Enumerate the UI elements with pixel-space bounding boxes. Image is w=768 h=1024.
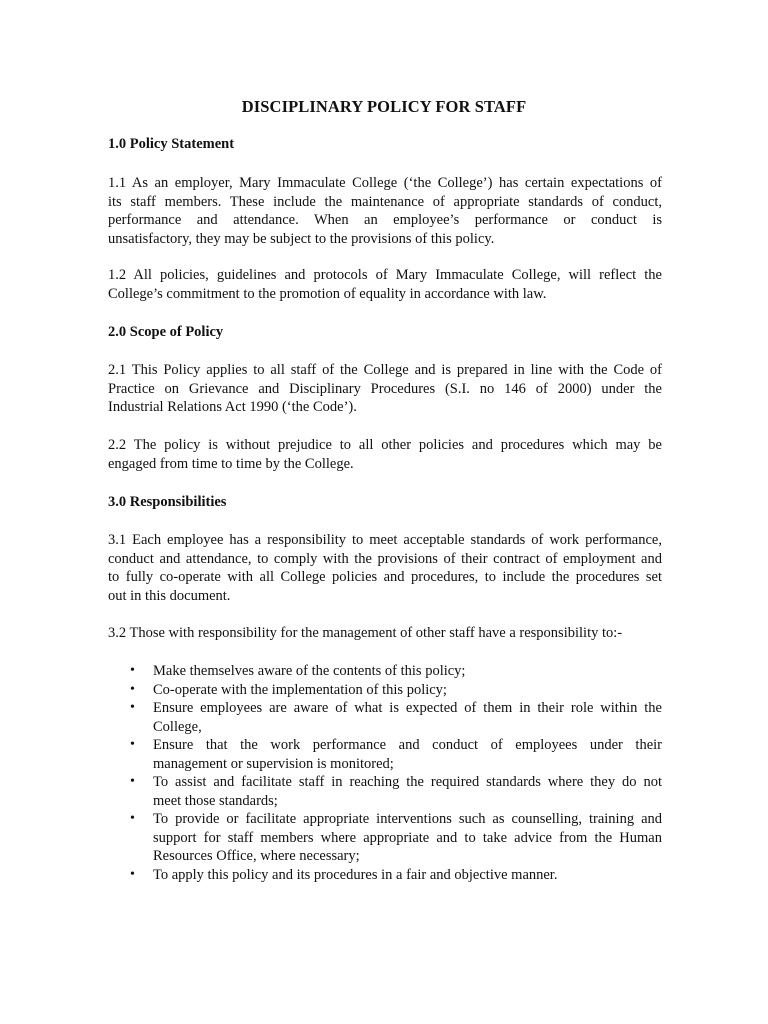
- bullet-text: [153, 866, 662, 885]
- bullet-icon: •: [130, 866, 135, 882]
- bullet-line: Resources Office, where necessary;: [153, 848, 360, 864]
- bullet-text: [153, 699, 662, 736]
- bullet-item: [108, 662, 662, 681]
- section-heading-responsibilities: 3.0 Responsibilities: [108, 494, 227, 510]
- paragraph-line: 3.1 Each employee has a responsibility to meet acceptable standards of work performance,: [108, 532, 662, 548]
- bullet-icon: •: [130, 811, 135, 826]
- paragraph-line: unsatisfactory, they may be subject to the provisions of this policy.: [108, 230, 495, 247]
- bullet-icon: •: [130, 681, 135, 697]
- bullet-item: [108, 699, 662, 736]
- paragraph-line: Industrial Relations Act 1990 (‘the Code’).: [108, 399, 357, 415]
- bullet-line: Ensure that the work performance and conduct of employees under their: [153, 737, 662, 753]
- bullet-line: support for staff members where appropriate and to take advice from the Human: [153, 829, 662, 846]
- paragraph-line: to fully co-operate with all College policies and procedures, to include the procedures set: [108, 569, 662, 585]
- bullet-text: [153, 681, 662, 700]
- bullet-item: [108, 810, 662, 866]
- bullet-line: To assist and facilitate staff in reaching the required standards where they do not: [153, 774, 662, 790]
- paragraph-1-2: [108, 266, 662, 303]
- bullet-line: Make themselves aware of the contents of this policy;: [153, 663, 466, 679]
- bullet-line: Co-operate with the implementation of this policy;: [153, 681, 447, 698]
- bullet-text: [153, 773, 662, 810]
- paragraph-line: Practice on Grievance and Disciplinary Procedures (S.I. no 146 of 2000) under the: [108, 380, 662, 397]
- paragraph-1-1: [108, 174, 662, 248]
- paragraph-line: College’s commitment to the promotion of equality in accordance with law.: [108, 285, 547, 302]
- paragraph-2-1: [108, 361, 662, 417]
- paragraph-line: 1.2 All policies, guidelines and protocols of Mary Immaculate College, will reflect the: [108, 267, 662, 283]
- bullet-line: meet those standards;: [153, 792, 278, 809]
- bullet-icon: •: [130, 774, 135, 789]
- bullet-line: To apply this policy and its procedures in a fair and objective manner.: [153, 866, 558, 883]
- responsibilities-bullet-list: [108, 662, 662, 884]
- bullet-text: [153, 810, 662, 866]
- bullet-text: [153, 662, 662, 681]
- document-title: DISCIPLINARY POLICY FOR STAFF: [241, 97, 527, 116]
- bullet-item: [108, 773, 662, 810]
- paragraph-line: out in this document.: [108, 587, 231, 604]
- bullet-line: Ensure employees are aware of what is expected of them in their role within the: [153, 700, 662, 716]
- paragraph-3-2: [108, 624, 662, 643]
- paragraph-line: 1.1 As an employer, Mary Immaculate College (‘the College’) has certain expectations of: [108, 175, 662, 191]
- bullet-line: To provide or facilitate appropriate interventions such as counselling, training and: [153, 811, 662, 827]
- bullet-text: [153, 736, 662, 773]
- paragraph-line: 2.1 This Policy applies to all staff of the College and is prepared in line with the Code of: [108, 362, 662, 378]
- paragraph-line: performance and attendance. When an employee’s performance or conduct is: [108, 212, 662, 228]
- bullet-icon: •: [130, 663, 135, 678]
- paragraph-line: 2.2 The policy is without prejudice to all other policies and procedures which may be: [108, 437, 662, 453]
- paragraph-3-1: [108, 531, 662, 605]
- paragraph-line: 3.2 Those with responsibility for the management of other staff have a responsibility to:-: [108, 625, 623, 641]
- bullet-icon: •: [130, 737, 135, 752]
- section-heading-scope-of-policy: 2.0 Scope of Policy: [108, 324, 224, 340]
- bullet-line: management or supervision is monitored;: [153, 755, 394, 772]
- bullet-icon: •: [130, 700, 135, 715]
- paragraph-line: engaged from time to time by the College.: [108, 455, 354, 472]
- bullet-item: [108, 736, 662, 773]
- section-heading-policy-statement: 1.0 Policy Statement: [108, 136, 235, 152]
- paragraph-line: conduct and attendance, to comply with the provisions of their contract of employment and: [108, 550, 662, 567]
- bullet-item: [108, 681, 662, 700]
- bullet-line: College,: [153, 718, 202, 735]
- paragraph-2-2: [108, 436, 662, 473]
- paragraph-line: its staff members. These include the maintenance of appropriate standards of conduct,: [108, 193, 662, 210]
- bullet-item: [108, 866, 662, 885]
